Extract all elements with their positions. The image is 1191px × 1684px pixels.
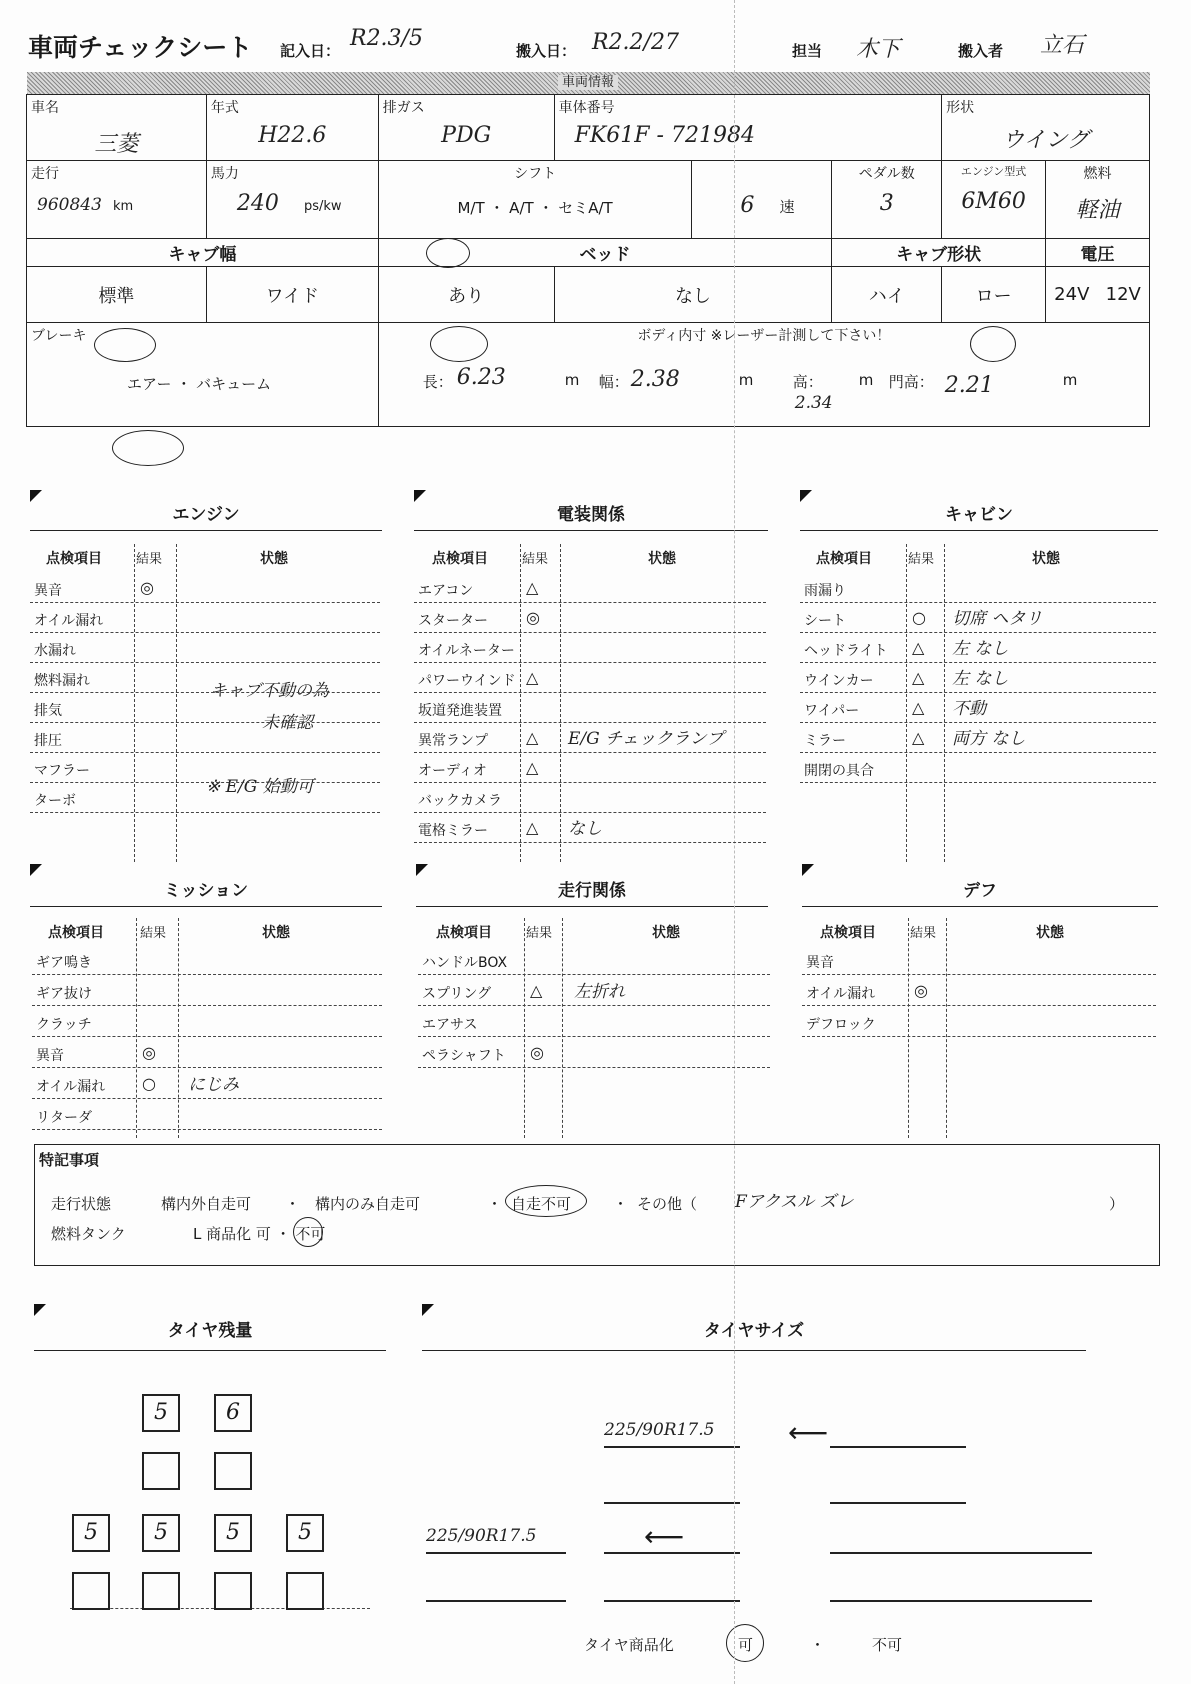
cab-high: ハイ [832, 267, 942, 323]
cabin-result: △ [912, 638, 925, 657]
body-label: ボディ内寸 ※レーザー計測して下さい！ [637, 328, 891, 344]
electric-result: △ [526, 758, 539, 777]
volt-24: 24V [1054, 284, 1090, 305]
diff-result: ◎ [914, 981, 928, 1000]
running-col-status: 状態 [652, 925, 680, 941]
diff-item: デフロック [806, 1017, 876, 1033]
entry-date-value: R2.3/5 [350, 26, 423, 51]
electric-row-line [414, 662, 766, 663]
electric-item: バックカメラ [418, 793, 502, 809]
tire-commercial-circle [726, 1624, 764, 1662]
electric-row-line [414, 632, 766, 633]
electric-item: 電格ミラー [418, 823, 488, 839]
volt24-circle [970, 326, 1016, 362]
shape-label: 形状 [946, 100, 975, 116]
running-item: ハンドルBOX [422, 955, 508, 971]
tire-remain-box: 5 [286, 1514, 324, 1552]
diff-col-result: 結果 [910, 926, 937, 941]
cabin-row-line [800, 782, 1156, 783]
electric-row-line [414, 692, 766, 693]
rear-tire-size: 225/90R17.5 [426, 1526, 537, 1546]
running-note: 左折れ [574, 982, 625, 1002]
cabin-row-line [800, 692, 1156, 693]
electric-col-result: 結果 [522, 552, 549, 567]
running-col-result: 結果 [526, 926, 553, 941]
diff-col-status: 状態 [1036, 925, 1064, 941]
running-col-item: 点検項目 [436, 925, 492, 941]
running-item: スプリング [422, 986, 492, 1002]
length-unit: m [564, 371, 580, 389]
fuel-value: 軽油 [1075, 198, 1120, 223]
cab-shape-label: キャブ形状 [832, 239, 1046, 267]
tire-remain-box: 5 [214, 1514, 252, 1552]
chassis-value: FK61F - 721984 [574, 123, 755, 148]
speed-unit: 速 [779, 198, 795, 216]
height-value: 2.34 [794, 393, 833, 413]
shift-label: シフト [514, 166, 557, 182]
engine-item: マフラー [34, 763, 90, 779]
diff-item: 異音 [806, 955, 834, 971]
run-opt-3: 自走不可 [511, 1195, 572, 1213]
deliverer-label: 搬入者 [958, 42, 1004, 60]
cabin-row-line [800, 602, 1156, 603]
engine-col-status: 状態 [260, 551, 288, 567]
run-opt3-circle [505, 1185, 587, 1217]
engine-row-line [30, 602, 380, 603]
length-value: 6.23 [456, 365, 506, 390]
fuel-tank-value: L 商品化 可 ・ 不可 [193, 1225, 326, 1243]
run-status-label: 走行状態 [51, 1195, 112, 1213]
engine-row-line [30, 812, 380, 813]
tire-remain-box [286, 1572, 324, 1610]
tire-commercial-yes: 可 [738, 1636, 754, 1654]
cab-low: ロー [942, 267, 1046, 323]
cab-std-circle [94, 328, 156, 362]
mission-row-line [32, 974, 382, 975]
electric-item: オーディオ [418, 763, 487, 779]
gate-unit: m [1062, 371, 1078, 389]
running-item: ペラシャフト [422, 1048, 506, 1064]
running-row-line [418, 1036, 770, 1037]
cabin-row-line [800, 722, 1156, 723]
cabin-note: 切席 ヘタリ [952, 609, 1043, 629]
engine-item: 水漏れ [34, 643, 76, 659]
maker-label: 車名 [31, 100, 59, 116]
electric-row-line [414, 782, 766, 783]
emission-value: PDG [441, 123, 492, 148]
tire-remain-box: 5 [142, 1394, 180, 1432]
bed-label: ベッド [378, 239, 832, 267]
engine-row-line [30, 722, 380, 723]
engine-result: ◎ [140, 578, 154, 597]
person-value: 木下 [856, 37, 901, 62]
running-result: △ [530, 981, 543, 1000]
mt-circle [426, 238, 470, 268]
electric-item: スターター [418, 613, 488, 629]
year-label: 年式 [210, 100, 239, 116]
bed-yes-circle [430, 326, 488, 362]
electric-row-line [414, 602, 766, 603]
cabin-note: 不動 [952, 699, 986, 719]
bed-no: なし [554, 267, 832, 323]
maker-value: 三菱 [94, 132, 139, 157]
mission-item: ギア抜け [36, 986, 92, 1002]
engine-item: 異音 [34, 583, 62, 599]
run-opt-1: 構内外自走可 [161, 1195, 252, 1213]
electric-item: 異常ランプ [418, 733, 488, 749]
engine-item: 燃料漏れ [34, 673, 90, 689]
engine-col-item: 点検項目 [46, 551, 102, 567]
width-unit: m [738, 371, 754, 389]
pedal-value: 3 [879, 191, 894, 216]
electric-result: △ [526, 668, 539, 687]
remarks-box: 特記事項 走行状態 構内外自走可 ・ 構内のみ自走可 ・ 自走不可 ・ その他（ Fアクスル ズレ ） 燃料タンク L 商品化 可 ・ 不可 [34, 1144, 1160, 1266]
voltage-label: 電圧 [1046, 239, 1150, 267]
electric-row-line [414, 722, 766, 723]
person-label: 担当 [792, 42, 823, 60]
engine-row-line [30, 782, 380, 783]
cabin-result: ○ [912, 608, 926, 627]
diff-col-item: 点検項目 [820, 925, 876, 941]
tire-remain-box: 5 [142, 1514, 180, 1552]
electric-result: △ [526, 728, 539, 747]
mission-col-item: 点検項目 [48, 925, 104, 941]
engine-title: エンジン [172, 505, 240, 525]
mission-item: クラッチ [36, 1017, 92, 1033]
engine-row-line [30, 662, 380, 663]
brake-label: ブレーキ [31, 328, 87, 344]
cabin-col-item: 点検項目 [816, 551, 872, 567]
mileage-value: 960843 [37, 195, 102, 215]
cabin-row-line [800, 632, 1156, 633]
mission-item: オイル漏れ [36, 1079, 106, 1095]
tire-remain-box [142, 1572, 180, 1610]
power-label: 馬力 [210, 166, 239, 182]
length-label: 長： [422, 373, 453, 391]
mission-title: ミッション [163, 881, 249, 901]
mission-result: ○ [142, 1074, 156, 1093]
cabin-item: ヘッドライト [804, 643, 888, 659]
cabin-note: 両方 なし [952, 729, 1026, 749]
tire-size-title: タイヤサイズ [703, 1321, 805, 1341]
mission-row-line [32, 1036, 382, 1037]
front-tire-size: 225/90R17.5 [604, 1420, 715, 1440]
height-label: 高： [792, 373, 823, 391]
fuel-tank-label: 燃料タンク [51, 1225, 126, 1243]
engine-item: ターボ [34, 793, 76, 809]
mileage-label: 走行 [31, 166, 59, 182]
cab-std: 標準 [27, 267, 207, 323]
tire-remain-box: 6 [214, 1394, 252, 1432]
cabin-item: ミラー [804, 733, 846, 749]
vehicle-info-banner: 車両情報 [27, 72, 1150, 94]
gate-label: 門高： [888, 373, 934, 391]
engine-item: 排圧 [34, 733, 62, 749]
cab-width-label: キャブ幅 [27, 239, 379, 267]
engine-row-line [30, 752, 380, 753]
running-title: 走行関係 [558, 881, 626, 901]
shape-value: ウイング [1002, 128, 1090, 153]
cab-wide: ワイド [206, 267, 378, 323]
engine-item: オイル漏れ [34, 613, 104, 629]
mission-col-status: 状態 [262, 925, 290, 941]
power-unit: ps/kw [303, 199, 342, 214]
tire-remain-corner-mark [34, 1304, 46, 1316]
brake-options: エアー ・ バキューム [127, 375, 272, 393]
electric-row-line [414, 812, 766, 813]
vehicle-check-sheet: 車両チェックシート 記入日： R2.3/5 搬入日： R2.2/27 担当 木下 搬入者 立石 車両情報 車名 三菱 年式 H22.6 排ガス PDG 車体番号 FK61F - 721984 形状 ウイング 走行 960843 km 馬力 240 ps/kw シフト M/T ・ A/T ・ セミA/T 6 速 ペダル数 3 エンジン型式 6M60 燃料 軽油 キャブ幅 ベッド キャブ形状 電圧 標準 ワイド あり なし ハイ ロー 24V 12V ブレーキ エアー ・ バキューム ボディ内寸 ※レーザー計測して下さい！ 長： 6.23 m 幅： 2.38 m 高： 2.34 m 門高： 2.21 m エンジン 点検項目 結果 状態 キャブ不動の為 未確認 ※ E/G 始動可 電装関係 点検項目 結果 状態 キャビン 点検項目 結果 状態 ミッション 点検項目 結果 状態 走行関係 点検項目 結果 状態 デフ 点検項目 結果 状態 特記事項 走行状態 構内外自走可 ・ 構内のみ自走可 ・ 自走不可 ・ その他（ Fアクスル ズレ ） 燃料タンク L 商品化 可 ・ 不可 タイヤ残量 タイヤサイズ 225/90R17.5 225/90R17.5 ⟵ ⟵ タイヤ商品化 可 ・ 不可 異音 ◎ オイル漏れ 水漏れ 燃料漏れ 排気 排圧 マフラー ターボ エアコン △ スターター ◎ オイルネーター パワーウインド △ 坂道発進装置 異常ランプ △ E/G チェックランプ オーディオ △ バックカメラ 電格ミラー △ なし 雨漏り シート ○ 切席 ヘタリ ヘッドライト △ 左 なし ウインカー △ 左 なし ワイパー △ 不動 ミラー △ 両方 なし 開閉の具合 ギア鳴き ギア抜け クラッチ 異音 ◎ オイル漏れ ○ にじみ リターダ ハンドルBOX スプリング △ 左折れ エアサス ペラシャフト ◎ 異音 オイル漏れ ◎ デフロック 5 6 5 5 5 5 [0, 0, 1191, 1684]
tire-commercial-label: タイヤ商品化 [584, 1636, 674, 1654]
year-value: H22.6 [258, 123, 327, 148]
emission-label: 排ガス [382, 100, 425, 116]
remarks-title: 特記事項 [39, 1151, 100, 1169]
entry-date-label: 記入日： [280, 42, 341, 60]
fuel-label: 燃料 [1083, 166, 1112, 182]
mission-row-line [32, 1005, 382, 1006]
delivery-date-label: 搬入日： [516, 42, 577, 60]
cabin-item: シート [804, 613, 846, 629]
mission-corner-mark [30, 864, 42, 876]
mission-row-line [32, 1067, 382, 1068]
volt-12: 12V [1105, 284, 1141, 305]
running-row-line [418, 974, 770, 975]
cabin-result: △ [912, 728, 925, 747]
vehicle-info-table [26, 72, 1150, 427]
tire-remain-title: タイヤ残量 [167, 1321, 253, 1341]
mission-result: ◎ [142, 1043, 156, 1062]
tire-remain-box: 5 [72, 1514, 110, 1552]
engine-type-label: エンジン型式 [960, 165, 1027, 178]
tire-remain-box [214, 1572, 252, 1610]
electric-note: なし [568, 819, 602, 839]
tire-commercial-no: 不可 [872, 1636, 903, 1654]
cabin-row-line [800, 752, 1156, 753]
electric-item: 坂道発進装置 [418, 703, 502, 719]
cabin-row-line [800, 662, 1156, 663]
mission-col-result: 結果 [140, 926, 167, 941]
mission-row-line [32, 1098, 382, 1099]
engine-row-line [30, 692, 380, 693]
cabin-title: キャビン [945, 505, 1013, 525]
bed-yes: あり [378, 267, 554, 323]
speed-value: 6 [740, 193, 755, 218]
cabin-item: 開閉の具合 [804, 763, 874, 779]
cabin-note: 左 なし [952, 639, 1009, 659]
tire-remain-box [72, 1572, 110, 1610]
cabin-item: ウインカー [804, 673, 874, 689]
width-label: 幅： [598, 373, 629, 391]
chassis-label: 車体番号 [558, 100, 615, 116]
engine-col-result: 結果 [136, 552, 163, 567]
width-value: 2.38 [630, 367, 680, 392]
electric-item: オイルネーター [418, 643, 515, 659]
fuel-ok-circle [293, 1217, 323, 1247]
height-unit: m [858, 371, 874, 389]
mission-item: リターダ [36, 1110, 92, 1126]
running-row-line [418, 1005, 770, 1006]
electric-title: 電装関係 [557, 505, 625, 525]
running-corner-mark [416, 864, 428, 876]
mileage-unit: km [113, 199, 134, 214]
electric-item: パワーウインド [418, 673, 516, 689]
electric-row-line [414, 752, 766, 753]
mission-row-line [32, 1129, 382, 1130]
cabin-item: ワイパー [804, 703, 860, 719]
run-close: ） [1109, 1195, 1125, 1213]
deliverer-value: 立石 [1040, 33, 1085, 58]
mission-item: 異音 [36, 1048, 64, 1064]
diff-row-line [802, 974, 1156, 975]
electric-item: エアコン [418, 583, 474, 599]
electric-col-status: 状態 [648, 551, 676, 567]
running-item: エアサス [422, 1017, 478, 1033]
electric-result: △ [526, 578, 539, 597]
run-other-value: Fアクスル ズレ [735, 1192, 854, 1212]
rear-arrow-icon: ⟵ [644, 1520, 685, 1553]
electric-row-line [414, 842, 766, 843]
cabin-result: △ [912, 698, 925, 717]
tire-remain-box [142, 1452, 180, 1490]
diff-item: オイル漏れ [806, 986, 876, 1002]
engine-note-3: ※ E/G 始動可 [206, 777, 314, 797]
air-brake-circle [112, 430, 184, 466]
tire-size-corner-mark [422, 1304, 434, 1316]
mission-note: にじみ [188, 1075, 239, 1095]
diff-row-line [802, 1036, 1156, 1037]
shift-options: M/T ・ A/T ・ セミA/T [457, 199, 613, 217]
engine-type-value: 6M60 [961, 189, 1026, 214]
running-result: ◎ [530, 1043, 544, 1062]
page-title: 車両チェックシート [28, 33, 253, 62]
run-other: その他（ [637, 1195, 698, 1213]
gate-value: 2.21 [944, 373, 994, 398]
tire-remain-box [214, 1452, 252, 1490]
power-value: 240 [236, 191, 279, 216]
electric-note: E/G チェックランプ [568, 729, 724, 749]
electric-result: △ [526, 818, 539, 837]
engine-item: 排気 [34, 703, 62, 719]
electric-col-item: 点検項目 [432, 551, 488, 567]
engine-note-1: キャブ不動の為 [210, 681, 329, 701]
run-opt-2: 構内のみ自走可 [315, 1195, 421, 1213]
front-arrow-icon: ⟵ [788, 1416, 829, 1449]
diff-corner-mark [802, 864, 814, 876]
running-row-line [418, 1067, 770, 1068]
delivery-date-value: R2.2/27 [592, 30, 679, 55]
cabin-item: 雨漏り [804, 583, 846, 599]
engine-row-line [30, 632, 380, 633]
pedal-label: ペダル数 [858, 166, 915, 182]
diff-row-line [802, 1005, 1156, 1006]
diff-title: デフ [963, 881, 997, 901]
mission-item: ギア鳴き [36, 955, 92, 971]
cabin-col-status: 状態 [1032, 551, 1060, 567]
cabin-note: 左 なし [952, 669, 1009, 689]
cabin-result: △ [912, 668, 925, 687]
engine-note-2: 未確認 [262, 713, 313, 733]
electric-result: ◎ [526, 608, 540, 627]
cabin-col-result: 結果 [908, 552, 935, 567]
